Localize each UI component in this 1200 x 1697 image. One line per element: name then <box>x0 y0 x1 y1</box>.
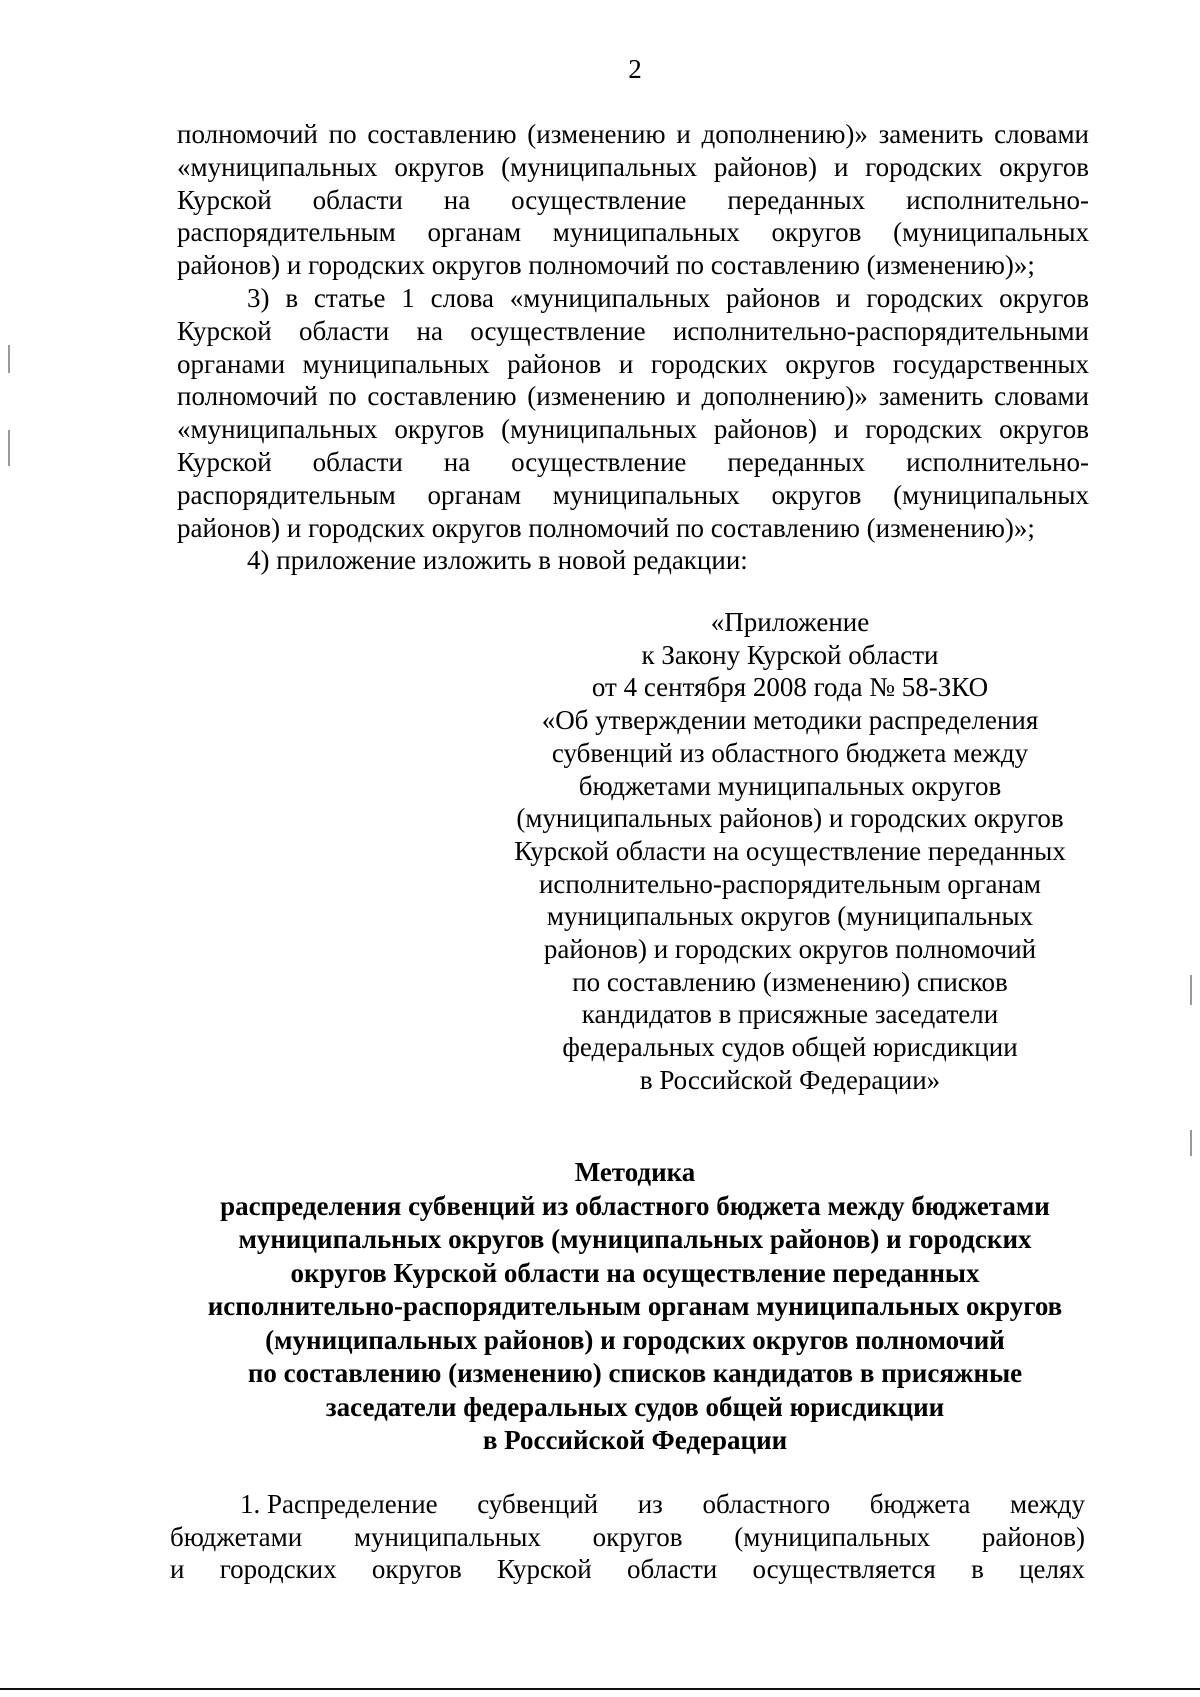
section-1-line <box>170 1488 1085 1521</box>
appendix-line: кандидатов в присяжные заседатели <box>581 999 999 1030</box>
word: городских <box>219 1554 337 1584</box>
word: муниципальных <box>353 1521 541 1552</box>
appendix-line: бюджетами муниципальных округов <box>578 770 1002 801</box>
method-title-line: муниципальных округов (муниципальных районов) и городских <box>238 1224 1032 1254</box>
appendix-heading <box>490 606 1090 1097</box>
appendix-line: в Российской Федерации» <box>639 1064 941 1095</box>
word: округов <box>371 1554 462 1584</box>
word: (муниципальных <box>734 1521 931 1552</box>
appendix-line: к Закону Курской области <box>641 639 939 670</box>
appendix-line: от 4 сентября 2008 года № 58-ЗКО <box>591 672 989 703</box>
word: и <box>170 1554 185 1584</box>
method-title <box>150 1156 1120 1458</box>
scan-margin-mark <box>1190 975 1192 1005</box>
appendix-line: «Об утверждении методики распределения <box>541 705 1039 736</box>
scan-bottom-edge <box>0 1688 1200 1690</box>
word: из <box>637 1489 663 1519</box>
page-number: 2 <box>628 54 642 84</box>
method-title-line: исполнительно-распорядительным органам муниципальных округов <box>207 1291 1063 1321</box>
method-title-line: (муниципальных районов) и городских округов полномочий <box>265 1324 1005 1355</box>
word: бюджета <box>869 1489 971 1519</box>
method-title-line: по составлению (изменению) списков кандидатов в присяжные <box>247 1358 1023 1388</box>
word: округов <box>592 1521 683 1552</box>
paragraph-item-4: 4) приложение изложить в новой редакции: <box>247 545 748 576</box>
appendix-line: муниципальных округов (муниципальных <box>546 901 1034 932</box>
paragraph-item-3: 3) в статье 1 слова «муниципальных районов и городских округов Курской области на осуществление исполнительно-распорядительными органами муниципальных районов и городских округов государственных полномочий по составлению (изменению и дополнению)» заменить словами «муниципальных округов (муниципальных районов) и городских округов Курской области на осуществление переданных исполнительно-распорядительным органам муниципальных округов (муниципальных районов) и городских округов полномочий по составлению (изменению)»; <box>177 282 1089 543</box>
appendix-line: (муниципальных районов) и городских округов <box>516 803 1064 834</box>
section-1-line <box>170 1521 1085 1554</box>
method-title-line: заседатели федеральных судов общей юрисдикции <box>325 1391 945 1422</box>
method-title-line: округов Курской области на осуществление переданных <box>290 1257 980 1288</box>
appendix-line: «Приложение <box>710 607 870 637</box>
amendment-text <box>177 118 1089 577</box>
method-title-line: в Российской Федерации <box>482 1425 788 1455</box>
appendix-line: по составлению (изменению) списков <box>572 966 1008 997</box>
word: целях <box>1019 1554 1085 1584</box>
appendix-line: исполнительно-распорядительным органам <box>538 868 1041 899</box>
method-section-1 <box>170 1488 1085 1586</box>
scan-margin-mark <box>1190 1130 1192 1156</box>
section-1-line <box>170 1553 1085 1586</box>
word: Курской <box>497 1554 592 1584</box>
word: осуществляется <box>752 1554 936 1584</box>
word: областного <box>702 1489 831 1519</box>
appendix-line: Курской области на осуществление переданных <box>514 835 1066 866</box>
word: области <box>626 1554 718 1584</box>
appendix-line: федеральных судов общей юрисдикции <box>562 1032 1018 1063</box>
scan-margin-mark <box>8 430 10 466</box>
word: субвенций <box>477 1489 599 1519</box>
word: районов) <box>981 1521 1085 1552</box>
word: в <box>971 1554 984 1584</box>
appendix-line: районов) и городских округов полномочий <box>543 934 1037 965</box>
word: бюджетами <box>170 1521 303 1552</box>
appendix-line: субвенций из областного бюджета между <box>551 737 1029 768</box>
method-title-line: Методика <box>574 1157 696 1187</box>
word: 1. Распределение <box>240 1489 438 1519</box>
method-title-line: распределения субвенций из областного бюджета между бюджетами <box>220 1190 1050 1221</box>
scan-margin-mark <box>8 345 10 373</box>
paragraph-continuation: полномочий по составлению (изменению и дополнению)» заменить словами «муниципальных округов (муниципальных районов) и городских округов Курской области на осуществление переданных исполнительно-распорядительным органам муниципальных округов (муниципальных районов) и городских округов полномочий по составлению (изменению)»; <box>177 119 1089 281</box>
word: между <box>1010 1489 1085 1519</box>
